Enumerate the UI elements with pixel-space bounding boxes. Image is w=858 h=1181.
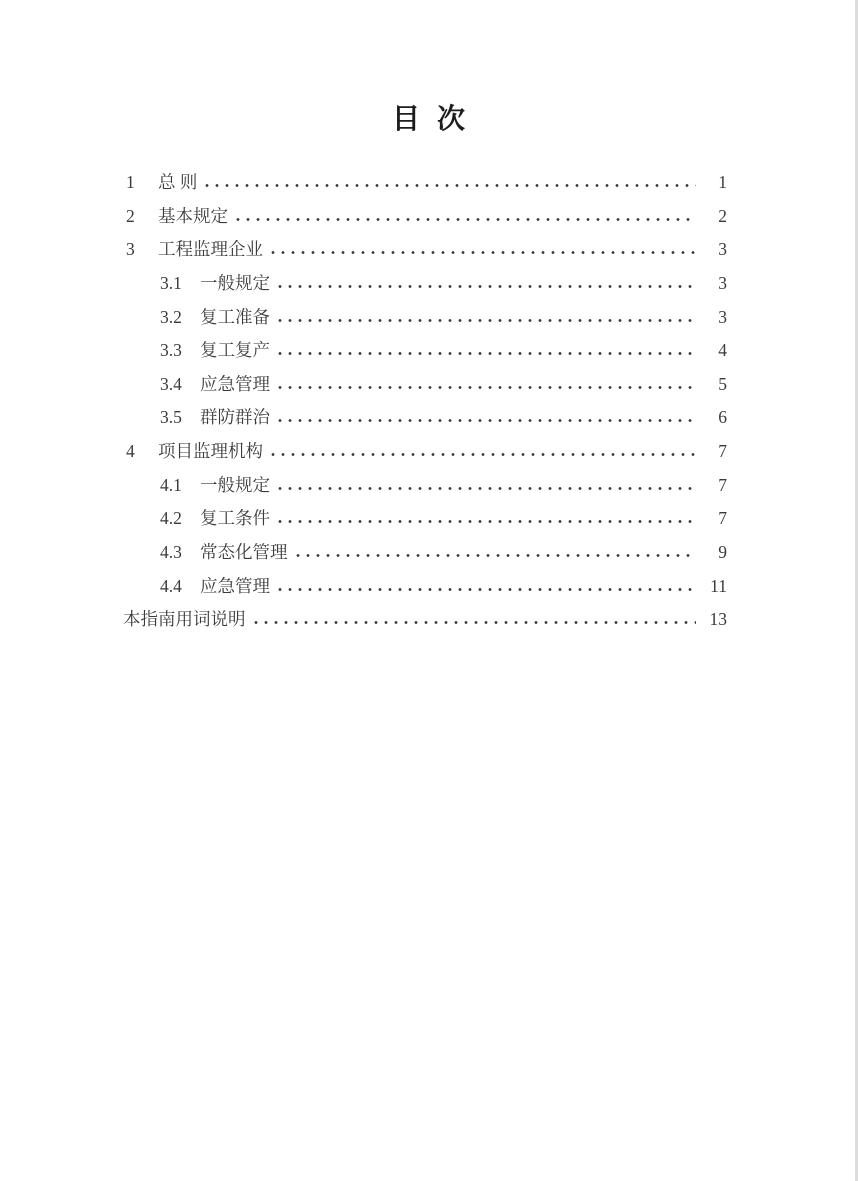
toc-entry-label: 一般规定: [200, 272, 270, 293]
toc-entry-label: 复工复产: [200, 340, 270, 361]
toc-row: [123, 368, 727, 402]
toc-entry-label: 常态化管理: [200, 542, 288, 563]
toc-row: [123, 200, 727, 234]
toc-entry-label: 群防群治: [200, 407, 270, 428]
toc-entry-label: 项目监理机构: [158, 441, 263, 462]
toc-row: [123, 435, 727, 469]
toc-entry-number: 3.1: [160, 272, 182, 293]
toc-entry-label: 一般规定: [200, 474, 270, 495]
toc-entry-number: 3.5: [160, 407, 182, 428]
toc-entry-page-number: 3: [718, 239, 727, 260]
toc-entry-page-number: 4: [718, 340, 727, 361]
dot-leader: [268, 250, 696, 255]
toc-entry-label: 总 则: [158, 172, 198, 192]
toc-entry-number: 3.2: [160, 306, 182, 327]
toc-entry-page-number: 7: [718, 474, 727, 495]
dot-leader: [275, 385, 696, 390]
toc-entry-number: 4: [126, 441, 135, 462]
toc-row: [123, 603, 727, 637]
dot-leader: [275, 318, 696, 323]
toc-entry-page-number: 7: [718, 441, 727, 462]
toc-entry-number: 4.3: [160, 542, 182, 563]
dot-leader: [268, 452, 696, 457]
toc-entry-page-number: 13: [709, 609, 727, 630]
toc-entry-page-number: 6: [718, 407, 727, 428]
toc-row: [123, 301, 727, 335]
dot-leader: [275, 486, 696, 491]
dot-leader: [275, 284, 696, 289]
toc-entry-number: 3: [126, 239, 135, 260]
toc-entry-number: 2: [126, 205, 135, 226]
toc-entry-label: 工程监理企业: [158, 239, 263, 260]
toc-row: [123, 233, 727, 267]
toc-entry-number: 4.2: [160, 508, 182, 529]
dot-leader: [233, 217, 696, 222]
toc-row: [123, 469, 727, 503]
dot-leader: [275, 418, 696, 423]
toc-row: [123, 570, 727, 604]
toc-row: [123, 401, 727, 435]
toc-entry-page-number: 11: [710, 575, 727, 596]
toc-entry-label: 复工准备: [200, 306, 270, 327]
toc-row: [123, 267, 727, 301]
toc-entry-label: 本指南用词说明: [123, 609, 246, 630]
toc-entry-page-number: 3: [718, 306, 727, 327]
toc-entry-label: 应急管理: [200, 575, 270, 596]
toc-entry-page-number: 5: [718, 373, 727, 394]
toc-entry-label: 应急管理: [200, 373, 270, 394]
toc-entry-page-number: 9: [718, 542, 727, 563]
dot-leader: [275, 587, 696, 592]
toc-entry-number: 4.1: [160, 474, 182, 495]
toc-entry-number: 3.4: [160, 373, 182, 394]
dot-leader: [293, 553, 697, 558]
toc-entry-label: 基本规定: [158, 205, 228, 226]
page-title: 目 次: [391, 104, 466, 135]
dot-leader: [275, 351, 696, 356]
dot-leader: [202, 183, 696, 188]
toc-row: [123, 502, 727, 536]
dot-leader: [275, 519, 696, 524]
toc-entry-number: 3.3: [160, 340, 182, 361]
toc-entry-page-number: 2: [718, 205, 727, 226]
toc-entry-number: 4.4: [160, 575, 182, 596]
dot-leader: [251, 620, 697, 625]
toc-entry-number: 1: [126, 172, 135, 192]
toc-entry-label: 复工条件: [200, 508, 270, 529]
toc-entry-page-number: 1: [718, 172, 727, 192]
toc-row: [123, 536, 727, 570]
toc-row: [123, 334, 727, 368]
toc-entry-page-number: 7: [718, 508, 727, 529]
toc-entry-page-number: 3: [718, 272, 727, 293]
table-of-contents: [123, 166, 727, 637]
toc-row: [123, 166, 727, 200]
